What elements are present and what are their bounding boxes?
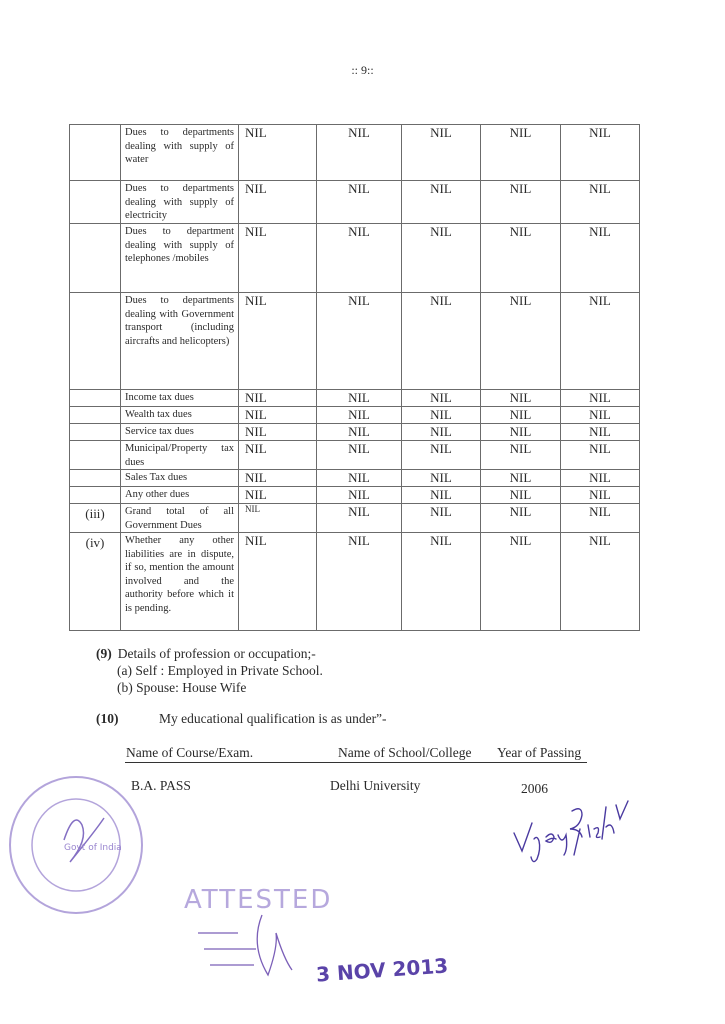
table-row — [70, 504, 640, 533]
header-course: Name of Course/Exam. — [126, 745, 254, 760]
table-row — [70, 181, 640, 224]
header-institution: Name of School/College — [338, 745, 472, 760]
attested-label: ATTESTED — [184, 885, 333, 915]
row-serial — [70, 390, 121, 407]
cell-value: NIL — [239, 390, 317, 407]
row-serial: (iii) — [70, 504, 121, 533]
row-label: Grand total of all Government Dues — [121, 504, 239, 533]
cell-value: NIL — [561, 533, 640, 631]
cell-value: NIL — [239, 407, 317, 424]
course-value: B.A. PASS — [131, 778, 191, 793]
row-label: Municipal/Property tax dues — [121, 441, 239, 470]
date-stamp-text: 3 NOV 2013 — [315, 953, 449, 987]
row-serial — [70, 224, 121, 293]
cell-value: NIL — [561, 390, 640, 407]
cell-value: NIL — [481, 533, 561, 631]
cell-value: NIL — [561, 470, 640, 487]
cell-value: NIL — [317, 390, 402, 407]
cell-value: NIL — [561, 424, 640, 441]
table-row — [70, 407, 640, 424]
cell-value: NIL — [239, 181, 317, 224]
occupation-self: (a) Self : Employed in Private School. — [117, 663, 323, 678]
cell-value: NIL — [481, 441, 561, 470]
cell-value: NIL — [561, 181, 640, 224]
cell-value: NIL — [239, 533, 317, 631]
row-serial — [70, 424, 121, 441]
cell-value: NIL — [402, 441, 481, 470]
cell-value: NIL — [561, 441, 640, 470]
cell-value: NIL — [561, 407, 640, 424]
row-serial — [70, 487, 121, 504]
cell-value: NIL — [317, 424, 402, 441]
cell-value: NIL — [561, 224, 640, 293]
header-year: Year of Passing — [497, 745, 582, 760]
cell-value: NIL — [317, 504, 402, 533]
cell-value: NIL — [481, 487, 561, 504]
row-label: Dues to departments dealing with supply of water — [121, 125, 239, 181]
cell-value: NIL — [402, 125, 481, 181]
section-heading — [96, 645, 323, 662]
section-title: Details of profession or occupation;- — [117, 646, 316, 661]
seal-stamp — [4, 770, 149, 920]
row-label: Service tax dues — [121, 424, 239, 441]
cell-value: NIL — [402, 181, 481, 224]
institution-value: Delhi University — [330, 778, 421, 793]
occupation-spouse: (b) Spouse: House Wife — [117, 680, 247, 695]
table-row — [70, 224, 640, 293]
cell-value: NIL — [561, 125, 640, 181]
cell-value: NIL — [402, 390, 481, 407]
cell-value: NIL — [239, 424, 317, 441]
section-profession — [96, 645, 323, 696]
cell-value: NIL — [481, 125, 561, 181]
row-serial: (iv) — [70, 533, 121, 631]
cell-value: NIL — [402, 533, 481, 631]
cell-value: NIL — [239, 487, 317, 504]
row-serial — [70, 293, 121, 390]
cell-value: NIL — [402, 293, 481, 390]
table-row — [70, 125, 640, 181]
cell-value: NIL — [239, 470, 317, 487]
cell-value: NIL — [481, 293, 561, 390]
cell-value: NIL — [402, 487, 481, 504]
row-label: Sales Tax dues — [121, 470, 239, 487]
row-label: Dues to departments dealing with supply of electricity — [121, 181, 239, 224]
table-row — [70, 533, 640, 631]
cell-value: NIL — [481, 470, 561, 487]
cell-value: NIL — [481, 390, 561, 407]
cell-value: NIL — [481, 407, 561, 424]
table-row — [70, 487, 640, 504]
table-row — [70, 441, 640, 470]
cell-value: NIL — [402, 407, 481, 424]
cell-value: NIL — [239, 441, 317, 470]
cell-value: NIL — [402, 470, 481, 487]
section-number: (10) — [96, 711, 119, 726]
cell-value: NIL — [317, 470, 402, 487]
cell-value: NIL — [561, 293, 640, 390]
cell-value: NIL — [317, 293, 402, 390]
year-value: 2006 — [521, 781, 548, 796]
cell-value: NIL — [317, 407, 402, 424]
row-label: Income tax dues — [121, 390, 239, 407]
table-row — [70, 470, 640, 487]
cell-value: NIL — [239, 504, 317, 533]
cell-value: NIL — [561, 487, 640, 504]
education-header — [125, 745, 587, 763]
section-title: My educational qualification is as under”- — [159, 711, 387, 726]
cell-value: NIL — [481, 224, 561, 293]
row-serial — [70, 470, 121, 487]
table-row — [70, 424, 640, 441]
row-label: Any other dues — [121, 487, 239, 504]
row-label: Whether any other liabilities are in dispute, if so, mention the amount involved and the authority before which it is pending. — [121, 533, 239, 631]
row-serial — [70, 407, 121, 424]
cell-value: NIL — [481, 504, 561, 533]
cell-value: NIL — [402, 224, 481, 293]
section-number: (9) — [96, 646, 112, 661]
cell-value: NIL — [317, 224, 402, 293]
cell-value: NIL — [317, 181, 402, 224]
row-serial — [70, 441, 121, 470]
table-row — [70, 390, 640, 407]
cell-value: NIL — [402, 424, 481, 441]
seal-label: Govt of India — [64, 843, 122, 853]
signature — [508, 795, 633, 867]
cell-value: NIL — [481, 181, 561, 224]
cell-value: NIL — [402, 504, 481, 533]
cell-value: NIL — [317, 533, 402, 631]
row-serial — [70, 181, 121, 224]
row-serial — [70, 125, 121, 181]
row-label: Dues to departments dealing with Government transport (including aircrafts and helicopters) — [121, 293, 239, 390]
cell-value: NIL — [481, 424, 561, 441]
cell-value: NIL — [239, 125, 317, 181]
cell-value: NIL — [239, 224, 317, 293]
cell-value: NIL — [561, 504, 640, 533]
table-row — [70, 293, 640, 390]
dues-table — [69, 124, 640, 631]
cell-value: NIL — [317, 487, 402, 504]
row-label: Dues to department dealing with supply of telephones /mobiles — [121, 224, 239, 293]
section-education — [96, 711, 387, 727]
cell-value: NIL — [317, 125, 402, 181]
page-number: :: 9:: — [351, 63, 374, 77]
cell-value: NIL — [317, 441, 402, 470]
row-label: Wealth tax dues — [121, 407, 239, 424]
cell-value: NIL — [239, 293, 317, 390]
